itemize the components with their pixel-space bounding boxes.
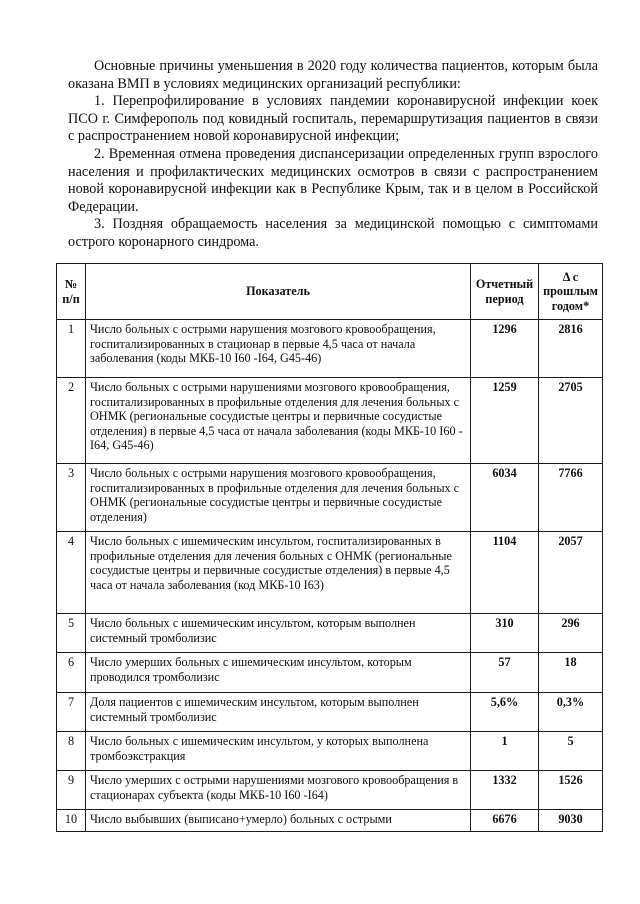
- table-row: [57, 532, 603, 614]
- table-row: [57, 653, 603, 693]
- row-num: 5: [57, 614, 86, 653]
- row-delta: 9030: [539, 810, 603, 832]
- intro-paragraph: Основные причины уменьшения в 2020 году количества пациентов, которым была оказана ВМП в условиях медицинских организаций республики:: [68, 58, 598, 92]
- header-num: № п/п: [57, 264, 86, 320]
- header-delta: Δ с прошлым годом*: [539, 264, 603, 320]
- row-delta: 18: [539, 653, 603, 693]
- row-delta: 2057: [539, 532, 603, 614]
- indicators-table: [56, 263, 603, 832]
- row-delta: 1526: [539, 771, 603, 810]
- row-num: 7: [57, 693, 86, 732]
- row-indicator: Доля пациентов с ишемическим инсультом, которым выполнен системный тромболизис: [86, 693, 471, 732]
- row-num: 1: [57, 320, 86, 378]
- row-period: 6676: [471, 810, 539, 832]
- row-indicator: Число больных с ишемическим инсультом, которым выполнен системный тромболизис: [86, 614, 471, 653]
- row-delta: 7766: [539, 464, 603, 532]
- intro-paragraph: 3. Поздняя обращаемость населения за медицинской помощью с симптомами острого коронарного синдрома.: [68, 216, 598, 250]
- row-delta: 2816: [539, 320, 603, 378]
- row-delta: 0,3%: [539, 693, 603, 732]
- table-row: [57, 614, 603, 653]
- row-period: 1: [471, 732, 539, 771]
- row-num: 4: [57, 532, 86, 614]
- table-row: [57, 464, 603, 532]
- row-period: 5,6%: [471, 693, 539, 732]
- row-indicator: Число больных с ишемическим инсультом, госпитализированных в профильные отделения для лечения больных с ОНМК (региональные сосудистые центры и первичные сосудистые отделения) в первые 4,5 часа от начала заболевания (код МКБ-10 I63): [86, 532, 471, 614]
- table-row: [57, 378, 603, 464]
- row-num: 2: [57, 378, 86, 464]
- row-indicator: Число больных с острыми нарушения мозгового кровообращения, госпитализированных в профильные отделения для лечения больных с ОНМК (региональные сосудистые центры и первичные сосудистые отделения): [86, 464, 471, 532]
- row-indicator: Число умерших больных с ишемическим инсультом, которым проводился тромболизис: [86, 653, 471, 693]
- row-indicator: Число больных с ишемическим инсультом, у которых выполнена тромбоэкстракция: [86, 732, 471, 771]
- intro-text: [68, 58, 598, 252]
- table-row: [57, 320, 603, 378]
- row-num: 9: [57, 771, 86, 810]
- row-delta: 5: [539, 732, 603, 771]
- row-num: 8: [57, 732, 86, 771]
- row-indicator: Число выбывших (выписано+умерло) больных с острыми: [86, 810, 471, 832]
- table-row: [57, 732, 603, 771]
- row-num: 10: [57, 810, 86, 832]
- row-num: 6: [57, 653, 86, 693]
- header-indicator: Показатель: [86, 264, 471, 320]
- intro-paragraph: 1. Перепрофилирование в условиях пандемии коронавирусной инфекции коек ПСО г. Симферополь под ковидный госпиталь, перемаршрутизация пациентов в связи с распространением новой коронавирусной инфекции;: [68, 93, 598, 145]
- row-num: 3: [57, 464, 86, 532]
- row-period: 1332: [471, 771, 539, 810]
- row-period: 1296: [471, 320, 539, 378]
- table-row: [57, 771, 603, 810]
- row-delta: 296: [539, 614, 603, 653]
- row-period: 1259: [471, 378, 539, 464]
- table-row: [57, 693, 603, 732]
- row-delta: 2705: [539, 378, 603, 464]
- intro-paragraph: 2. Временная отмена проведения диспансеризации определенных групп взрослого населения и профилактических медицинских осмотров в связи с распространением новой коронавирусной инфекции как в Республике Крым, так и в целом в Российской Федерации.: [68, 145, 598, 215]
- table-row: [57, 810, 603, 832]
- header-period: Отчетный период: [471, 264, 539, 320]
- table-header-row: [57, 264, 603, 320]
- row-period: 310: [471, 614, 539, 653]
- row-period: 1104: [471, 532, 539, 614]
- row-period: 57: [471, 653, 539, 693]
- row-period: 6034: [471, 464, 539, 532]
- row-indicator: Число умерших с острыми нарушениями мозгового кровообращения в стационарах субъекта (коды МКБ-10 I60 -I64): [86, 771, 471, 810]
- row-indicator: Число больных с острыми нарушениями мозгового кровообращения, госпитализированных в профильные отделения для лечения больных с ОНМК (региональные сосудистые центры и первичные сосудистые отделения) в первые 4,5 часа от начала заболевания (коды МКБ-10 I60 -I64, G45-46): [86, 378, 471, 464]
- row-indicator: Число больных с острыми нарушения мозгового кровообращения, госпитализированных в стационар в первые 4,5 часа от начала заболевания (коды МКБ-10 I60 -I64, G45-46): [86, 320, 471, 378]
